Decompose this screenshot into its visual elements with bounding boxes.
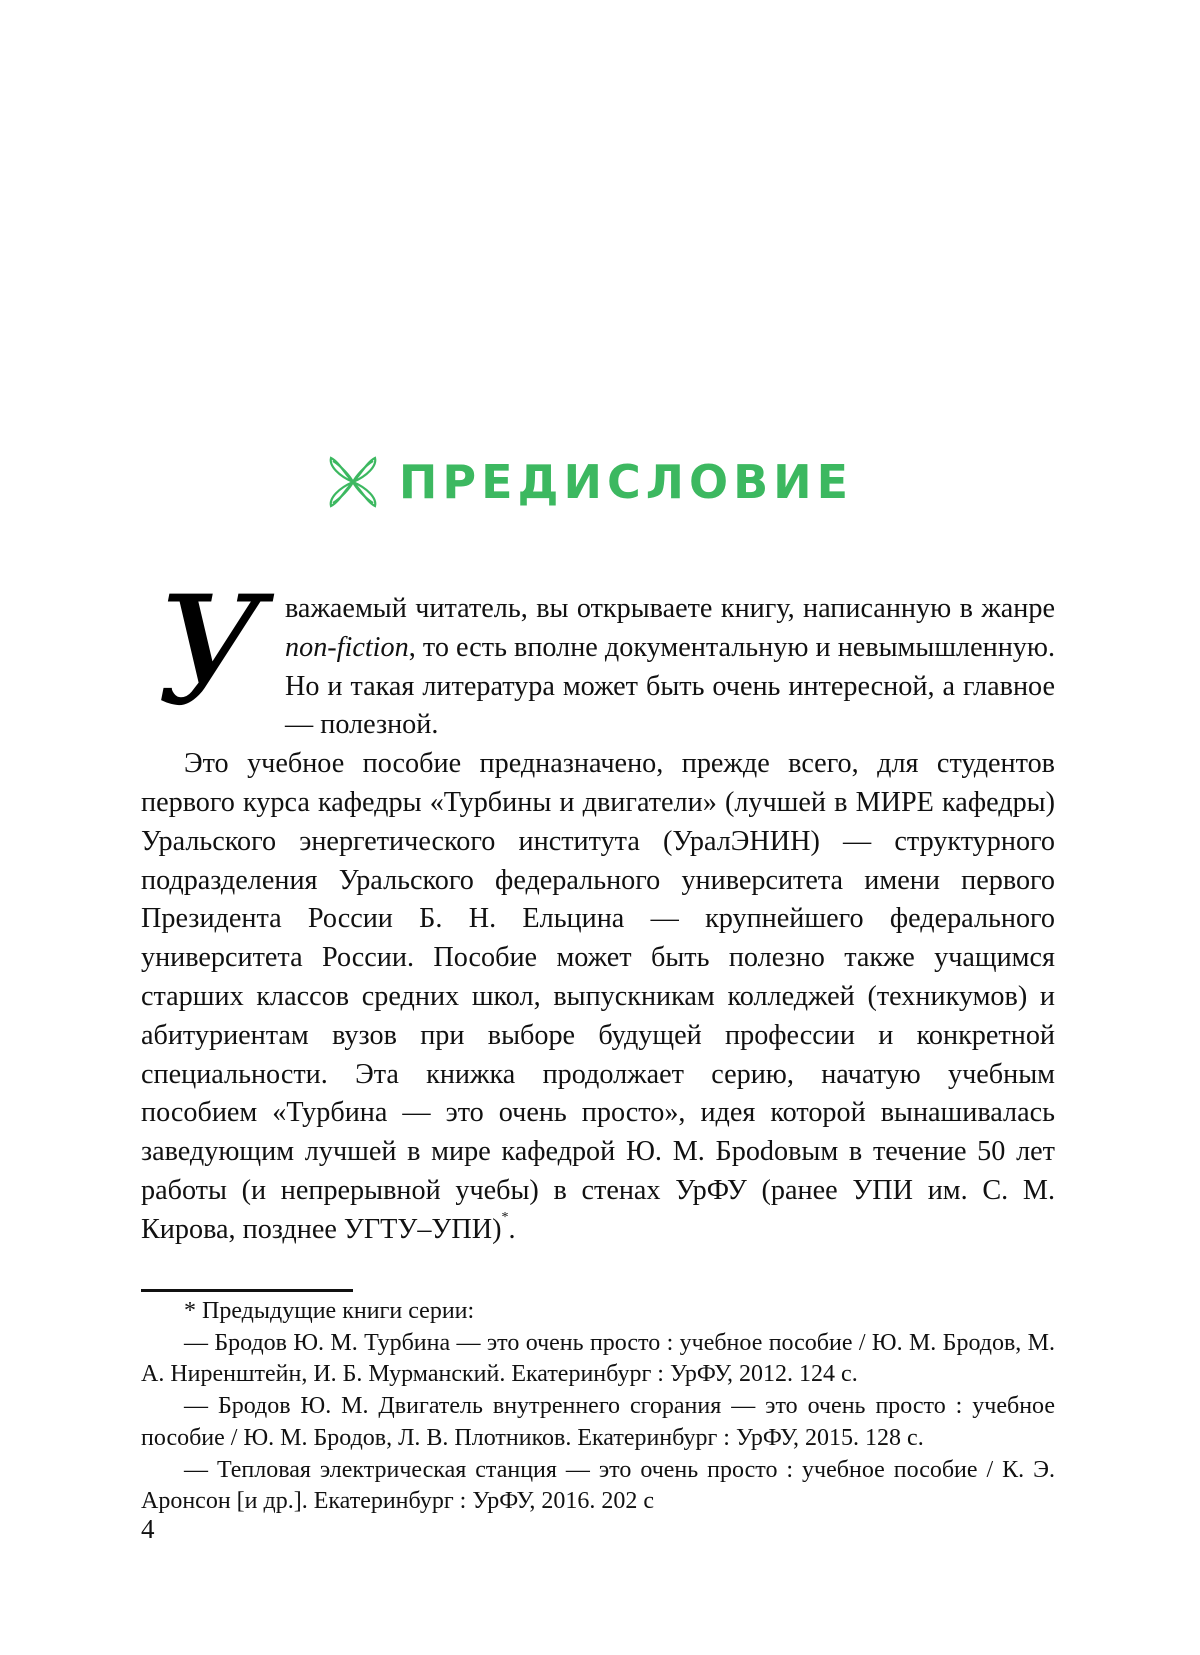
paragraph-1-rest: , то есть вполне документальную и невымышленную. Но и такая литература может быть очень интересной, а главное — полезной. <box>285 631 1055 741</box>
footnote-rule <box>141 1289 353 1292</box>
chapter-title: ПРЕДИСЛОВИЕ <box>398 455 854 509</box>
paragraph-1 <box>141 565 1055 745</box>
footnote-marker: * <box>501 1209 509 1225</box>
footnotes <box>141 1296 1055 1518</box>
footnote-intro: * Предыдущие книги серии: <box>184 1298 475 1324</box>
paragraph-2 <box>141 745 1055 1249</box>
body-text <box>141 565 1055 1250</box>
paragraph-1-start: важаемый читатель, вы открываете книгу, написанную в жанре <box>285 593 1055 624</box>
drop-cap: У <box>156 565 266 739</box>
paragraph-2-text: Это учебное пособие предназначено, прежде всего, для студентов первого курса кафедры «Турбины и двигатели» (лучшей в МИРЕ кафедры) Уральского энергетического института (УралЭНИН) — структурного подразделения Уральского федерального университета имени первого Президента России Б. Н. Ельцина — крупнейшего федерального университета России. Пособие может быть полезно также учащимся старших классов средних школ, выпускникам колледжей (техникумов) и абитуриентам вузов при выборе будущей профессии и конкретной специальности. Эта книжка продолжает серию, начатую учебным пособием «Турбина — это очень просто», идея которой вынашивалась заведующим лучшей в мире кафедрой Ю. М. Броdовым в течение 50 лет работы (и непрерывной учебы) в стенах УрФУ (ранее УПИ им. С. М. Кирова, позднее УГТУ–УПИ) <box>141 748 1055 1245</box>
footnote-item: — Бродов Ю. М. Турбина — это очень просто : учебное пособие / Ю. М. Бродов, М. А. Ниренштейн, И. Б. Мурманский. Екатеринбург : УрФУ, 2012. 124 с. <box>141 1329 1055 1388</box>
footnote-item: — Бродов Ю. М. Двигатель внутреннего сгорания — это очень просто : учебное пособие / Ю. М. Бродов, Л. В. Плотников. Екатеринбург : УрФУ, 2015. 128 с. <box>141 1393 1055 1451</box>
paragraph-2-end: . <box>508 1213 516 1245</box>
paragraph-1-italic: non-fiction <box>285 631 409 663</box>
footnote-item: — Тепловая электрическая станция — это очень просто : учебное пособие / К. Э. Аронсон [и др.]. Екатеринбург : УрФУ, 2016. 202 с <box>141 1456 1055 1515</box>
page-number: 4 <box>141 1514 155 1544</box>
chapter-heading <box>0 452 1200 512</box>
four-leaf-ornament-icon <box>323 452 383 512</box>
